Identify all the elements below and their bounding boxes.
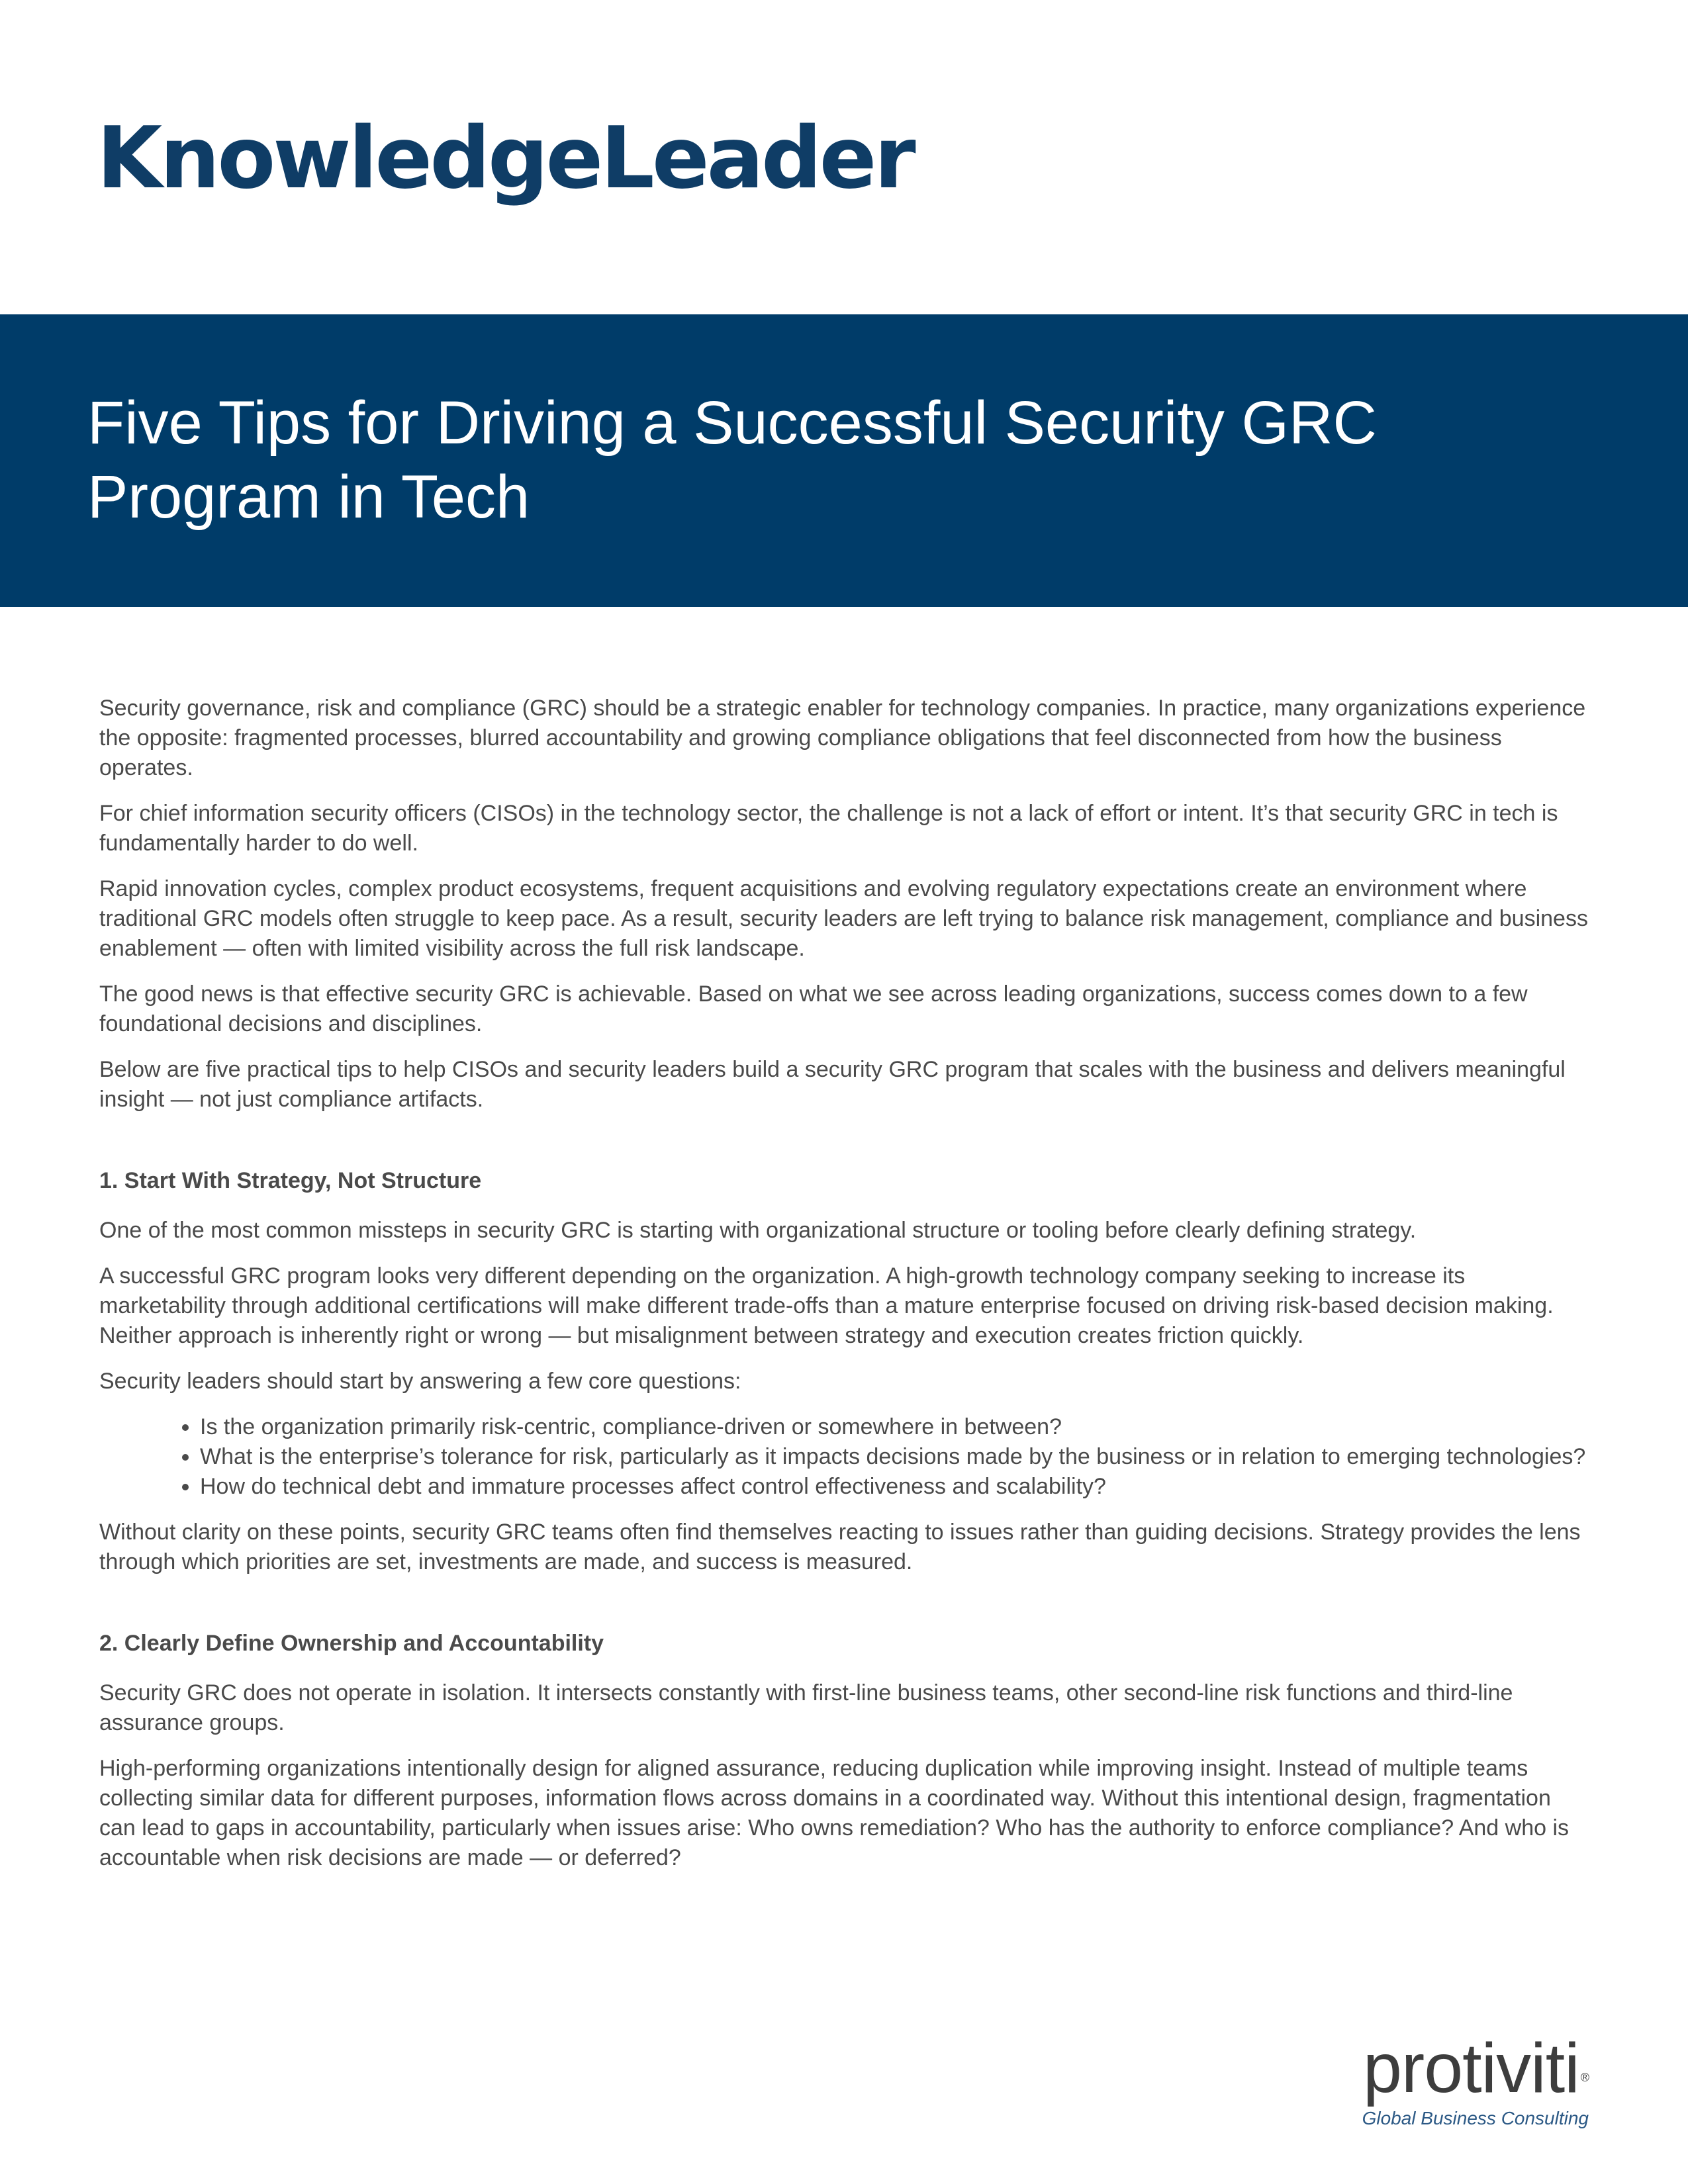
section-paragraph: High-performing organizations intentionally design for aligned assurance, reducing duplication while improving insight. Instead of multiple teams collecting similar data for different purposes, information flows across domains in a coordinated way. Without this intentional design, fragmentation can lead to gaps in accountability, particularly when issues arise: Who owns remediation? Who has the authority to enforce compliance? And who is accountable when risk decisions are made — or deferred?: [99, 1756, 1570, 1870]
list-item: • How do technical debt and immature processes affect control effectiveness and scalability?: [200, 1472, 1589, 1502]
registered-mark: ®: [1580, 2071, 1589, 2084]
logo-word: protiviti: [1362, 2029, 1579, 2107]
section-heading: 2. Clearly Define Ownership and Accountability: [99, 1631, 604, 1656]
section-paragraph: Without clarity on these points, security GRC teams often find themselves reacting to issues rather than guiding decisions. Strategy provides the lens through which priorities are set, investments are made, and success is measured.: [99, 1520, 1581, 1574]
document-body: [99, 694, 1589, 1889]
brand-title: KnowledgeLeader: [97, 109, 914, 208]
section-paragraph: Security leaders should start by answering a few core questions:: [99, 1369, 741, 1394]
section-paragraph: One of the most common missteps in security GRC is starting with organizational structure or tooling before clearly defining strategy.: [99, 1218, 1417, 1243]
intro-paragraph: Rapid innovation cycles, complex product ecosystems, frequent acquisitions and evolving regulatory expectations create an environment where traditional GRC models often struggle to keep pace. As a result, security leaders are left trying to balance risk management, compliance and business enablement — often with limited visibility across the full risk landscape.: [99, 876, 1588, 961]
protiviti-logo: [1258, 2029, 1589, 2144]
intro-paragraph: For chief information security officers (CISOs) in the technology sector, the challenge is not a lack of effort or intent. It’s that security GRC in tech is fundamentally harder to do well.: [99, 801, 1558, 856]
section-paragraph: A successful GRC program looks very different depending on the organization. A high-growth technology company seeking to increase its marketability through additional certifications will make different trade-offs than a mature enterprise focused on driving risk-based decision making. Neither approach is inherently right or wrong — but misalignment between strategy and execution creates friction quickly.: [99, 1263, 1554, 1348]
intro-paragraph: Below are five practical tips to help CISOs and security leaders build a security GRC program that scales with the business and delivers meaningful insight — not just compliance artifacts.: [99, 1057, 1566, 1112]
list-item: • What is the enterprise’s tolerance for risk, particularly as it impacts decisions made by the business or in relation to emerging technologies?: [200, 1442, 1589, 1472]
knowledgeleader-logo: [97, 106, 1023, 278]
list-item: • Is the organization primarily risk-centric, compliance-driven or somewhere in between?: [200, 1412, 1589, 1442]
protiviti-wordmark: [1258, 2029, 1589, 2107]
intro-paragraph: The good news is that effective security GRC is achievable. Based on what we see across leading organizations, success comes down to a few foundational decisions and disciplines.: [99, 981, 1528, 1036]
intro-paragraph: Security governance, risk and compliance (GRC) should be a strategic enabler for technology companies. In practice, many organizations experience the opposite: fragmented processes, blurred accountability and growing compliance obligations that feel disconnected from how the business operates.: [99, 696, 1586, 780]
section-paragraph: Security GRC does not operate in isolation. It intersects constantly with first-line business teams, other second-line risk functions and third-line assurance groups.: [99, 1680, 1513, 1735]
title-banner: [0, 314, 1688, 607]
section-heading: 1. Start With Strategy, Not Structure: [99, 1168, 482, 1193]
core-questions-list: [99, 1412, 1589, 1502]
logo-tagline: Global Business Consulting: [1362, 2108, 1589, 2128]
page-title: Five Tips for Driving a Successful Security GRC Program in Tech: [87, 389, 1377, 531]
